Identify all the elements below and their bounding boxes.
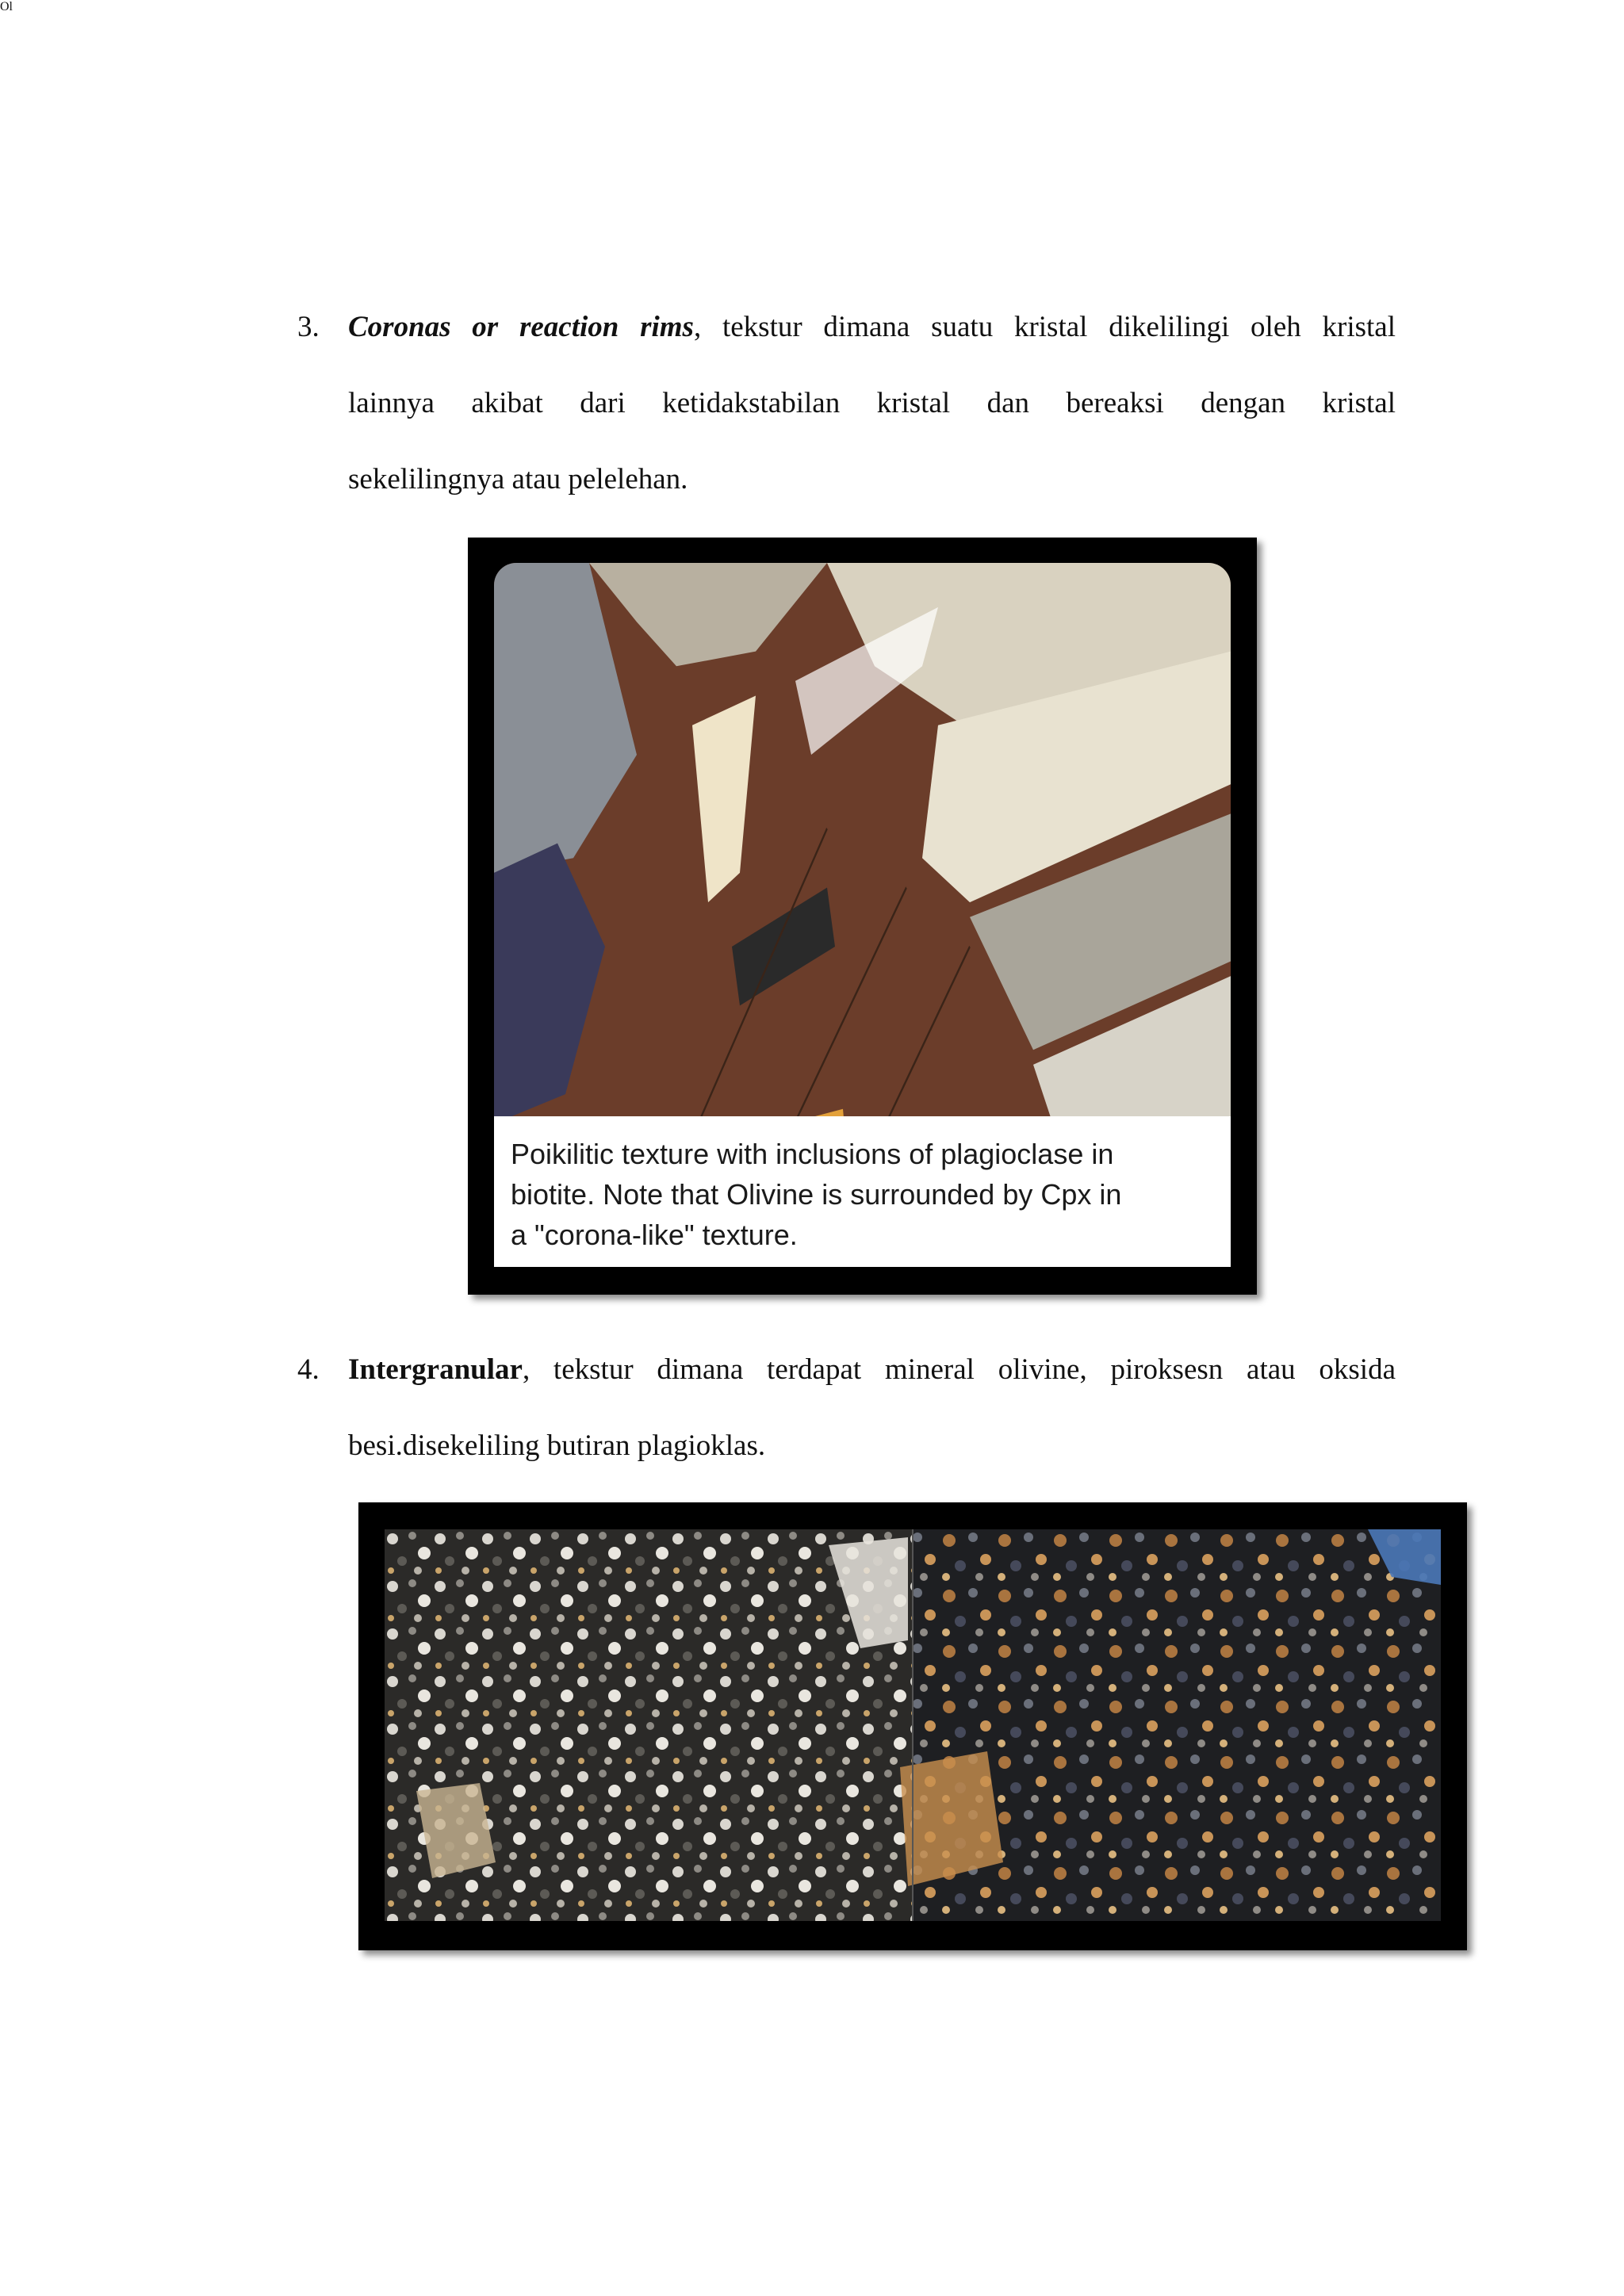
text-line-1: Coronas or reaction rims, tekstur dimana suatu kristal dikelilingi oleh kristal: [348, 311, 1396, 343]
caption-line-3: a "corona-like" texture.: [511, 1219, 798, 1251]
text-line-2: besi.disekeliling butiran plagioklas.: [348, 1429, 766, 1462]
micrograph-image: [494, 563, 1231, 1116]
caption-line-1: Poikilitic texture with inclusions of plagioclase in: [511, 1138, 1114, 1170]
olivine-label: Ol: [0, 0, 13, 13]
figure-intergranular-micrograph: [358, 1502, 1467, 1950]
term-intergranular: Intergranular: [348, 1353, 523, 1386]
list-item-text: [348, 1332, 1396, 1484]
micrograph-image: [385, 1529, 1441, 1921]
figure-caption: [494, 1116, 1231, 1267]
caption-line-2: biotite. Note that Olivine is surrounded by Cpx in: [511, 1178, 1122, 1211]
text-line-1: Intergranular, tekstur dimana terdapat mineral olivine, piroksesn atau oksida: [348, 1353, 1396, 1386]
figure-poikilitic-micrograph: [468, 538, 1257, 1295]
list-item-text: [348, 289, 1396, 518]
term-coronas: Coronas or reaction rims: [348, 311, 694, 343]
text-line-2: lainnya akibat dari ketidakstabilan kristal dan bereaksi dengan kristal: [348, 387, 1396, 419]
list-number: 3.: [297, 311, 320, 343]
list-number: 4.: [297, 1353, 320, 1386]
text-line-3: sekelilingnya atau pelelehan.: [348, 463, 688, 496]
